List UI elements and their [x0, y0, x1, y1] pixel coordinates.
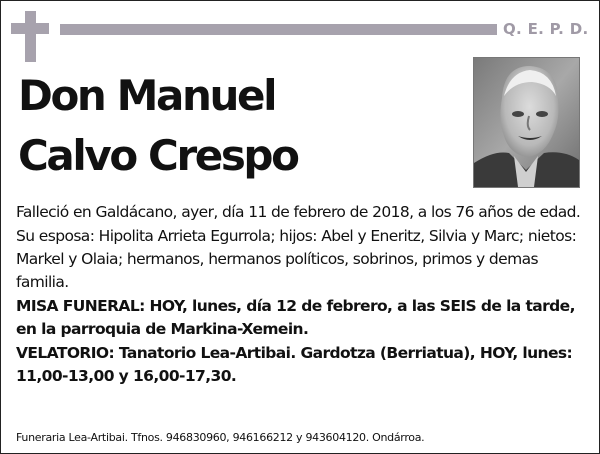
- portrait-illustration: [474, 58, 579, 187]
- name-line-1: Don Manuel: [18, 71, 276, 120]
- death-notice: Falleció en Galdácano, ayer, día 11 de febrero de 2018, a los 76 años de edad.: [16, 203, 581, 221]
- deceased-name: [18, 66, 298, 186]
- header-rule: [60, 24, 497, 35]
- name-line-2: Calvo Crespo: [18, 131, 298, 180]
- family-list: Su esposa: Hipolita Arrieta Egurrola; hijos: Abel y Eneritz, Silvia y Marc; nietos: Markel y Olaia; hermanos, hermanos políticos, sobrinos, primos y demas familia.: [16, 227, 577, 291]
- qepd-label: Q. E. P. D.: [503, 20, 589, 38]
- funeral-home-footer: Funeraria Lea-Artibai. Tfnos. 946830960, 946166212 y 943604120. Ondárroa.: [16, 431, 425, 444]
- funeral-mass: MISA FUNERAL: HOY, lunes, día 12 de febrero, a las SEIS de la tarde, en la parroquia de Markina-Xemein.: [16, 297, 575, 338]
- portrait-photo: [473, 57, 580, 188]
- wake-info: VELATORIO: Tanatorio Lea-Artibai. Gardotza (Berriatua), HOY, lunes: 11,00-13,00 y 16,00-17,30.: [16, 344, 573, 385]
- obituary-body: [16, 201, 586, 389]
